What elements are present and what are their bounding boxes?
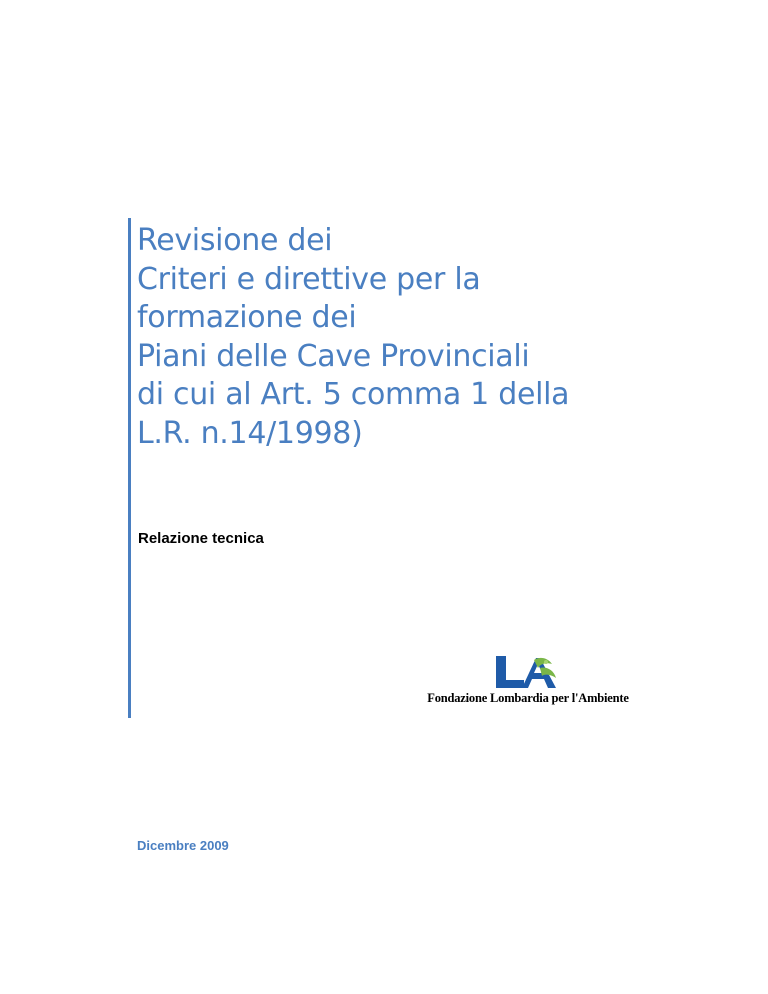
title-line-2: Criteri e direttive per la bbox=[137, 261, 481, 297]
fla-logo-icon bbox=[494, 654, 564, 690]
document-subtitle: Relazione tecnica bbox=[138, 530, 264, 547]
title-line-4: Piani delle Cave Provinciali bbox=[137, 338, 530, 374]
title-line-3: formazione dei bbox=[137, 300, 357, 335]
organization-name: Fondazione Lombardia per l'Ambiente bbox=[427, 691, 629, 705]
document-title bbox=[137, 222, 697, 453]
title-line-1: Revisione dei bbox=[137, 223, 333, 258]
title-line-6: L.R. n.14/1998) bbox=[137, 415, 363, 451]
title-accent-bar bbox=[128, 218, 131, 718]
document-date: Dicembre 2009 bbox=[137, 838, 229, 853]
organization-logo bbox=[420, 654, 636, 710]
title-line-5: di cui al Art. 5 comma 1 della bbox=[137, 377, 570, 412]
